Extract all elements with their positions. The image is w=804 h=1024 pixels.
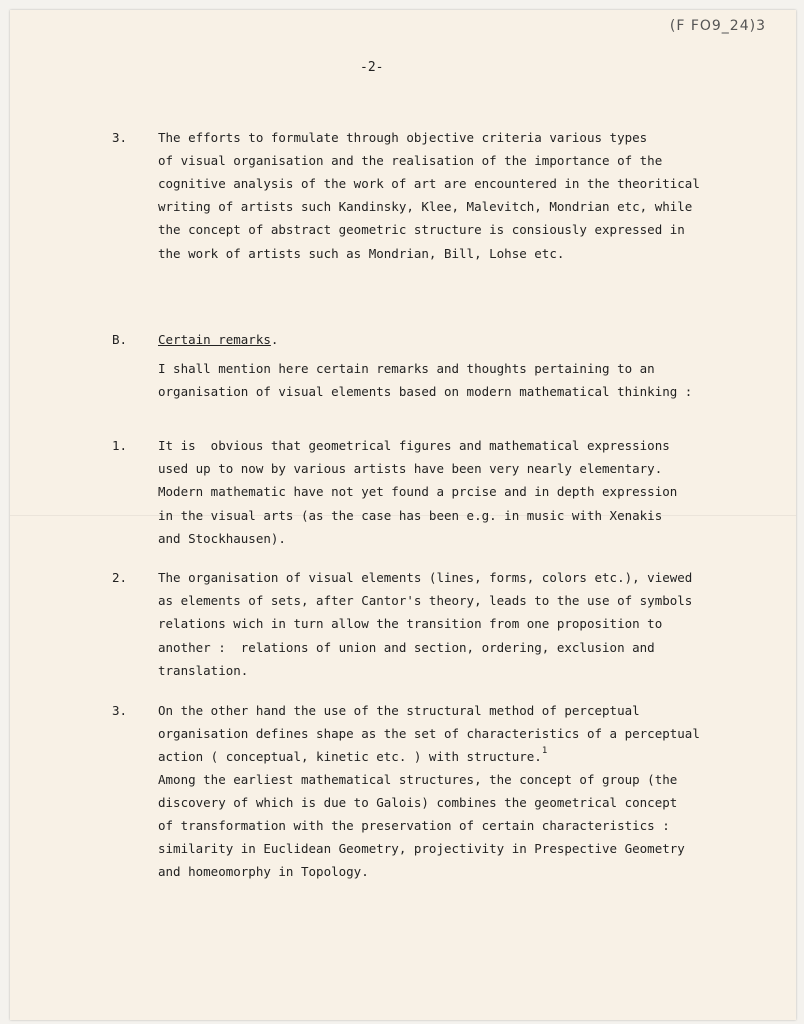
paragraph-line: and Stockhausen). xyxy=(158,531,286,546)
paragraph-line: Modern mathematic have not yet found a prcise and in depth expression xyxy=(158,484,678,499)
paragraph-line: organisation defines shape as the set of characteristics of a perceptual xyxy=(158,726,700,741)
intro-line: I shall mention here certain remarks and thoughts pertaining to an xyxy=(158,361,655,376)
paragraph-line: The organisation of visual elements (lines, forms, colors etc.), viewed xyxy=(158,570,693,585)
paragraph-line: another : relations of union and section, ordering, exclusion and xyxy=(158,640,655,655)
paragraph-line: similarity in Euclidean Geometry, projectivity in Prespective Geometry xyxy=(158,841,685,856)
paragraph-line: the concept of abstract geometric structure is consiously expressed in xyxy=(158,222,685,237)
paragraph-line: of visual organisation and the realisation of the importance of the xyxy=(158,153,663,168)
paragraph-line: discovery of which is due to Galois) combines the geometrical concept xyxy=(158,795,678,810)
paragraph-line: the work of artists such as Mondrian, Bill, Lohse etc. xyxy=(158,246,565,261)
paragraph-line: writing of artists such Kandinsky, Klee, Malevitch, Mondrian etc, while xyxy=(158,199,693,214)
heading-text: Certain remarks xyxy=(158,332,271,347)
paragraph-line xyxy=(158,746,548,764)
section-3-number: 3. xyxy=(112,130,128,145)
paragraph-line: It is obvious that geometrical figures and mathematical expressions xyxy=(158,438,670,453)
paragraph-line: On the other hand the use of the structural method of perceptual xyxy=(158,703,640,718)
footnote-marker: 1 xyxy=(541,746,548,756)
paragraph-line: cognitive analysis of the work of art are encountered in the theoritical xyxy=(158,176,700,191)
paragraph-line: and homeomorphy in Topology. xyxy=(158,864,369,879)
paragraph-line: Among the earliest mathematical structures, the concept of group (the xyxy=(158,772,678,787)
paragraph-line: The efforts to formulate through objective criteria various types xyxy=(158,130,648,145)
paragraph-line: of transformation with the preservation of certain characteristics : xyxy=(158,818,670,833)
paragraph-line: translation. xyxy=(158,663,249,678)
page-number: -2- xyxy=(360,60,384,75)
section-b-letter: B. xyxy=(112,332,128,347)
paragraph-line: relations wich in turn allow the transition from one proposition to xyxy=(158,616,663,631)
intro-line: organisation of visual elements based on modern mathematical thinking : xyxy=(158,384,693,399)
item-3-number: 3. xyxy=(112,703,128,718)
item-1-number: 1. xyxy=(112,438,128,453)
paragraph-line: in the visual arts (as the case has been e.g. in music with Xenakis xyxy=(158,508,663,523)
line-text: action ( conceptual, kinetic etc. ) with structure. xyxy=(158,749,542,764)
paragraph-line: used up to now by various artists have been very nearly elementary. xyxy=(158,461,663,476)
section-b-heading xyxy=(158,332,278,347)
item-2-number: 2. xyxy=(112,570,128,585)
paragraph-line: as elements of sets, after Cantor's theory, leads to the use of symbols xyxy=(158,593,693,608)
archive-reference: (F FO9_24)3 xyxy=(669,18,766,34)
heading-punctuation: . xyxy=(270,332,279,347)
